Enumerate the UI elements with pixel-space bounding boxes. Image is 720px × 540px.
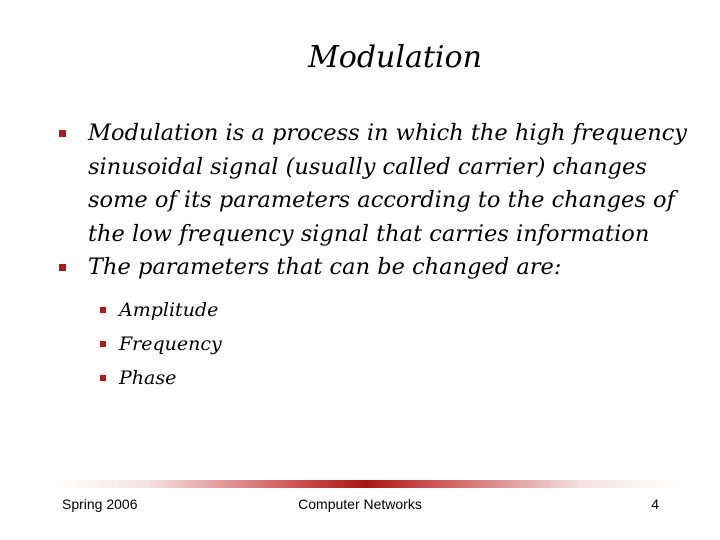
sub-bullet-text: Phase [119,366,177,389]
slide-body [55,117,705,395]
bullet-item [55,251,705,285]
sub-bullet-text: Amplitude [119,298,219,321]
sub-bullet-item [100,361,705,395]
footer-page-number: 4 [651,496,659,512]
bullet-item [55,117,705,251]
square-bullet-icon [59,130,66,137]
bullet-text: Modulation is a process in which the high frequency sinusoidal signal (usually called carrier) changes some of its parameters according to the changes of the low frequency signal that carries information [88,120,688,247]
square-bullet-icon [100,341,106,347]
sub-bullet-text: Frequency [119,332,222,355]
square-bullet-icon [100,375,106,381]
sub-bullet-list [100,293,705,395]
slide-title: Modulation [308,40,482,75]
square-bullet-icon [100,307,106,313]
bullet-text: The parameters that can be changed are: [88,254,562,280]
sub-bullet-item [100,293,705,327]
sub-bullet-item [100,327,705,361]
footer-date: Spring 2006 [62,496,138,512]
footer-divider [55,480,675,488]
footer-course-title: Computer Networks [298,496,422,512]
square-bullet-icon [59,264,66,271]
